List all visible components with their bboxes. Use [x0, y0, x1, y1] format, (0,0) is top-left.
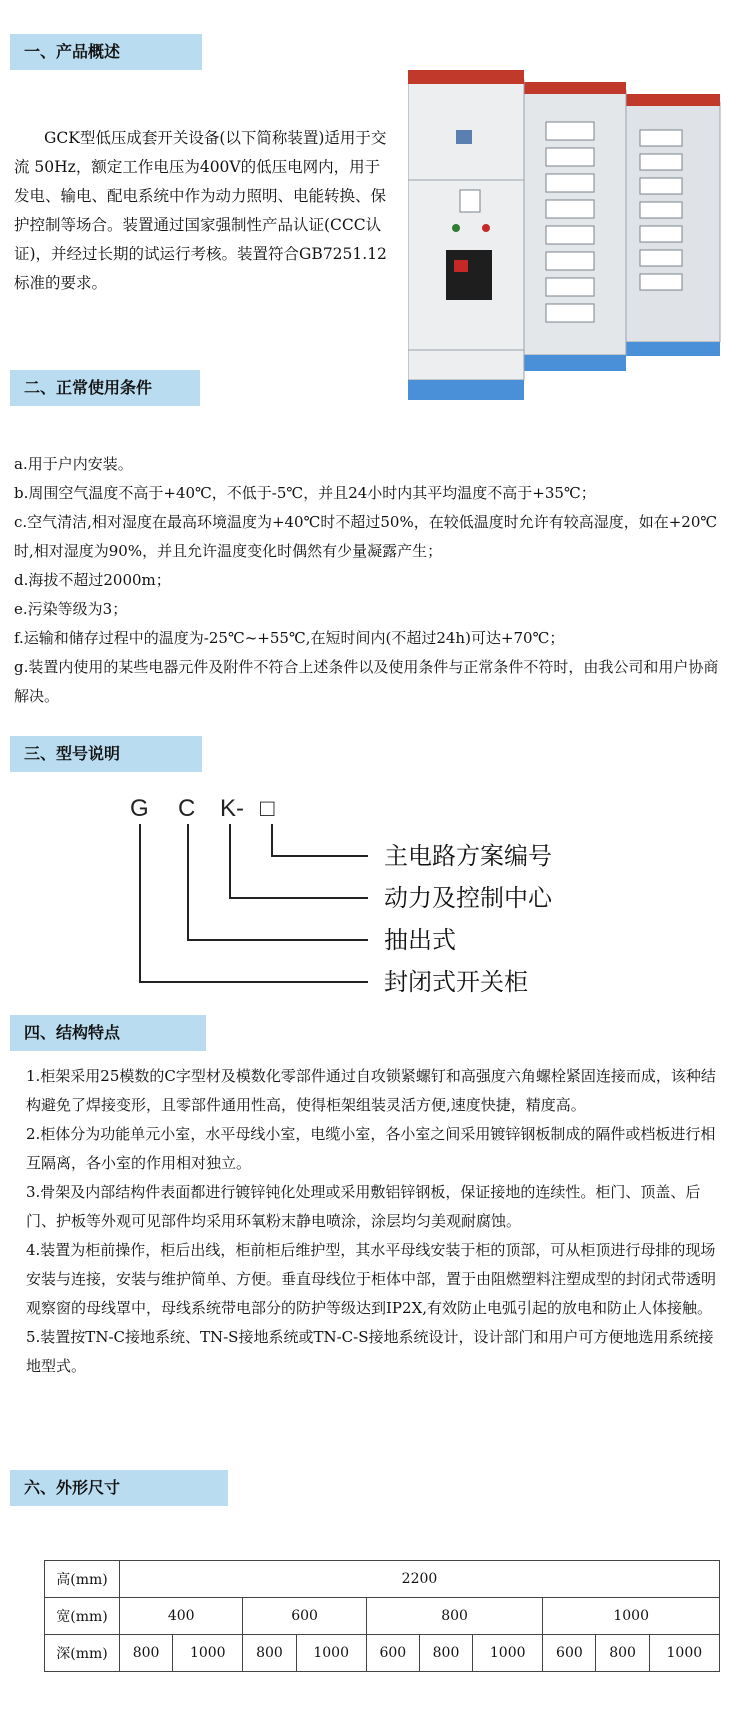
feature-item: 4.装置为柜前操作，柜后出线，柜前柜后维护型，其水平母线安装于柜的顶部，可从柜顶进行母排的现场安装与连接，安装与维护简单、方便。垂直母线位于柜体中部，置于由阻燃塑料注塑成型的封闭式带透明观察窗的母线罩中，母线系统带电部分的防护等级达到IP2X,有效防止电弧引起的放电和防止人体接触。 [26, 1241, 717, 1317]
depth-value: 1000 [473, 1635, 543, 1672]
model-letter-g: G [130, 795, 149, 822]
section-title-overview: 一、产品概述 [10, 34, 202, 70]
feature-item: 1.柜架采用25模数的C字型材及模数化零部件通过自攻锁紧螺钉和高强度六角螺栓紧固连接而成，该种结构避免了焊接变形，且零部件通用性高，使得柜架组装灵活方便,速度快捷，精度高。 [26, 1067, 716, 1114]
section-title-conditions: 二、正常使用条件 [10, 370, 200, 406]
width-label: 宽(mm) [45, 1598, 120, 1635]
cabinet-middle [516, 82, 626, 371]
overview-text: GCK型低压成套开关设备(以下简称装置)适用于交流 50Hz，额定工作电压为400V的低压电网内，用于发电、输电、配电系统中作为动力照明、电能转换、保护控制等场合。装置通过国家强制性产品认证(CCC认证)，并经过长期的试运行考核。装置符合GB7251.12标准的要求。 [14, 129, 387, 292]
depth-value: 800 [419, 1635, 472, 1672]
depth-value: 1000 [649, 1635, 719, 1672]
table-row [45, 1598, 720, 1635]
depth-value: 1000 [173, 1635, 243, 1672]
width-value: 1000 [543, 1598, 720, 1635]
model-label-withdrawable: 抽出式 [384, 926, 456, 954]
depth-value: 1000 [296, 1635, 366, 1672]
condition-item: b.周围空气温度不高于+40℃，不低于-5℃，并且24小时内其平均温度不高于+35℃； [14, 484, 596, 502]
depth-value: 600 [366, 1635, 419, 1672]
model-letter-c: C [178, 795, 196, 822]
feature-item: 2.柜体分为功能单元小室，水平母线小室，电缆小室，各小室之间采用镀锌钢板制成的隔件或档板进行相互隔离，各小室的作用相对独立。 [26, 1125, 716, 1172]
model-label-enclosed: 封闭式开关柜 [384, 968, 528, 996]
model-code-diagram [120, 790, 620, 1010]
cabinet-front [408, 70, 524, 400]
switchgear-cabinet-image [408, 50, 724, 428]
dimensions-table [44, 1560, 720, 1672]
condition-item: e.污染等级为3； [14, 600, 128, 618]
model-box-symbol: □ [260, 795, 275, 822]
model-label-scheme: 主电路方案编号 [384, 842, 552, 870]
section-title-features: 四、结构特点 [10, 1015, 206, 1051]
condition-item: d.海拔不超过2000m； [14, 571, 171, 589]
height-value: 2200 [120, 1561, 720, 1598]
model-label-control: 动力及控制中心 [384, 884, 552, 912]
features-list [26, 1062, 716, 1381]
feature-item: 3.骨架及内部结构件表面都进行镀锌钝化处理或采用敷铝锌钢板，保证接地的连续性。柜门、顶盖、后门、护板等外观可见部件均采用环氧粉末静电喷涂，涂层均匀美观耐腐蚀。 [26, 1183, 701, 1230]
table-row [45, 1561, 720, 1598]
width-value: 600 [243, 1598, 366, 1635]
depth-value: 800 [120, 1635, 173, 1672]
depth-value: 800 [243, 1635, 296, 1672]
condition-item: c.空气清洁,相对湿度在最高环境温度为+40℃时不超过50%，在较低温度时允许有较高湿度，如在+20℃时,相对湿度为90%，并且允许温度变化时偶然有少量凝露产生； [14, 513, 718, 560]
height-label: 高(mm) [45, 1561, 120, 1598]
table-row [45, 1635, 720, 1672]
depth-value: 800 [596, 1635, 649, 1672]
section-title-model: 三、型号说明 [10, 736, 202, 772]
feature-item: 5.装置按TN-C接地系统、TN-S接地系统或TN-C-S接地系统设计，设计部门和用户可方便地选用系统接地型式。 [26, 1328, 714, 1375]
depth-label: 深(mm) [45, 1635, 120, 1672]
model-letter-k: K- [220, 795, 244, 822]
width-value: 800 [366, 1598, 543, 1635]
section-title-dimensions: 六、外形尺寸 [10, 1470, 228, 1506]
condition-item: a.用于户内安装。 [14, 455, 133, 473]
depth-value: 600 [543, 1635, 596, 1672]
conditions-list [14, 450, 720, 711]
condition-item: f.运输和储存过程中的温度为-25℃~+55℃,在短时间内(不超过24h)可达+70℃； [14, 629, 565, 647]
condition-item: g.装置内使用的某些电器元件及附件不符合上述条件以及使用条件与正常条件不符时，由我公司和用户协商解决。 [14, 658, 719, 705]
width-value: 400 [120, 1598, 243, 1635]
